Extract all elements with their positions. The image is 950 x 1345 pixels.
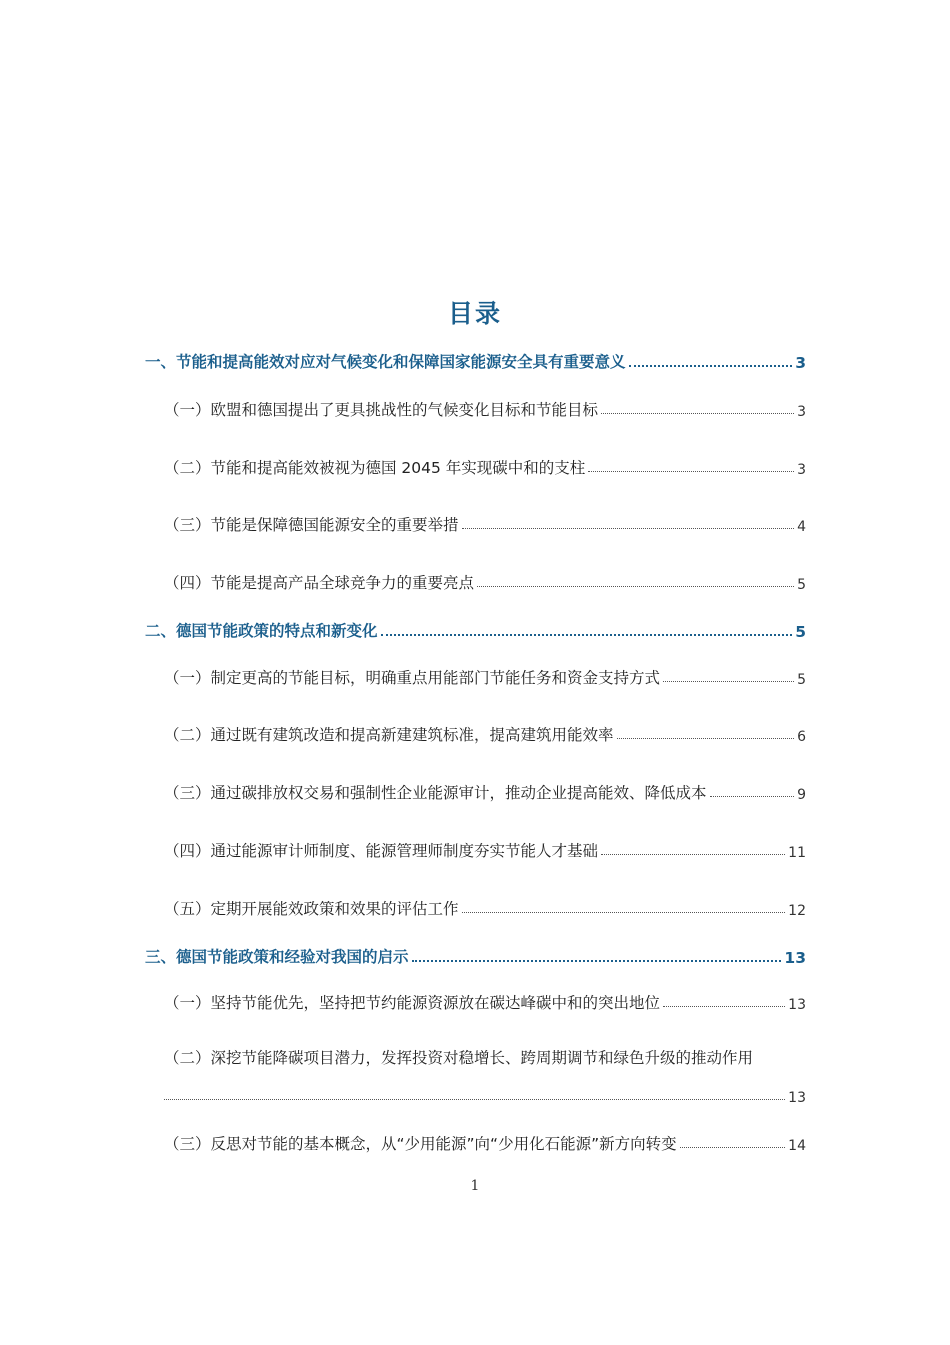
dot-leader [381,633,793,636]
toc-entry-page: 5 [797,577,806,593]
dot-leader [680,1146,786,1148]
toc-entry-2-2[interactable] [164,721,806,745]
dot-leader [663,680,794,682]
dot-leader [164,1098,785,1100]
toc-entry-page: 3 [797,404,806,420]
toc-entry-3-3[interactable] [164,1130,806,1154]
toc-entry-1-1[interactable] [164,396,806,420]
toc-entry-page: 5 [797,672,806,688]
dot-leader [462,527,795,529]
toc-entry-text: 三、德国节能政策和经验对我国的启示 [145,948,409,966]
dot-leader [601,412,794,414]
toc-entry-3-2-leader-row[interactable] [164,1082,806,1106]
toc-entry-text: （一）制定更高的节能目标，明确重点用能部门节能任务和资金支持方式 [164,669,661,687]
dot-leader [588,470,794,472]
toc-entry-text: 二、德国节能政策的特点和新变化 [145,622,378,640]
toc-entry-section-1[interactable] [145,348,806,372]
page-number: 1 [470,1178,480,1194]
toc-entry-2-5[interactable] [164,895,806,919]
toc-entry-text: （二）通过既有建筑改造和提高新建建筑标准，提高建筑用能效率 [164,726,614,744]
toc-entry-3-2-text[interactable]: （二）深挖节能降碳项目潜力，发挥投资对稳增长、跨周期调节和绿色升级的推动作用 [164,1049,754,1067]
toc-entry-page: 12 [788,903,806,919]
toc-entry-1-2[interactable] [164,454,806,478]
toc-entry-text: （二）节能和提高能效被视为德国 2045 年实现碳中和的支柱 [164,459,586,477]
dot-leader [663,1005,785,1007]
dot-leader [462,911,786,913]
toc-entry-section-3[interactable] [145,943,806,967]
toc-title: 目录 [447,299,502,328]
toc-entry-text: 一、节能和提高能效对应对气候变化和保障国家能源安全具有重要意义 [145,353,626,371]
toc-entry-text: （三）反思对节能的基本概念，从“少用能源”向“少用化石能源”新方向转变 [164,1135,677,1153]
dot-leader [477,585,794,587]
toc-entry-page: 13 [788,1090,806,1106]
toc-entry-page: 9 [797,787,806,803]
dot-leader [601,853,785,855]
toc-entry-text: （三）节能是保障德国能源安全的重要举措 [164,516,459,534]
dot-leader [710,795,795,797]
toc-entry-2-4[interactable] [164,837,806,861]
dot-leader [629,364,793,367]
toc-entry-text: （四）通过能源审计师制度、能源管理师制度夯实节能人才基础 [164,842,599,860]
toc-entry-page: 4 [797,519,806,535]
dot-leader [412,959,782,962]
toc-entry-2-3[interactable] [164,779,806,803]
toc-entry-page: 3 [797,462,806,478]
toc-entry-page: 13 [784,949,806,967]
toc-entry-page: 14 [788,1138,806,1154]
toc-entry-text: （一）坚持节能优先，坚持把节约能源资源放在碳达峰碳中和的突出地位 [164,994,661,1012]
toc-entry-page: 3 [795,354,806,372]
toc-entry-1-4[interactable] [164,569,806,593]
toc-entry-3-1[interactable] [164,989,806,1013]
toc-entry-page: 11 [788,845,806,861]
toc-entry-page: 13 [788,997,806,1013]
toc-entry-1-3[interactable] [164,511,806,535]
toc-entry-section-2[interactable] [145,617,806,641]
toc-entry-page: 6 [797,729,806,745]
toc-entry-text: （一）欧盟和德国提出了更具挑战性的气候变化目标和节能目标 [164,401,599,419]
toc-entry-text: （五）定期开展能效政策和效果的评估工作 [164,900,459,918]
toc-entry-page: 5 [795,623,806,641]
toc-entry-text: （三）通过碳排放权交易和强制性企业能源审计，推动企业提高能效、降低成本 [164,784,707,802]
dot-leader [617,737,795,739]
toc-entry-2-1[interactable] [164,664,806,688]
toc-entry-text: （四）节能是提高产品全球竞争力的重要亮点 [164,574,475,592]
